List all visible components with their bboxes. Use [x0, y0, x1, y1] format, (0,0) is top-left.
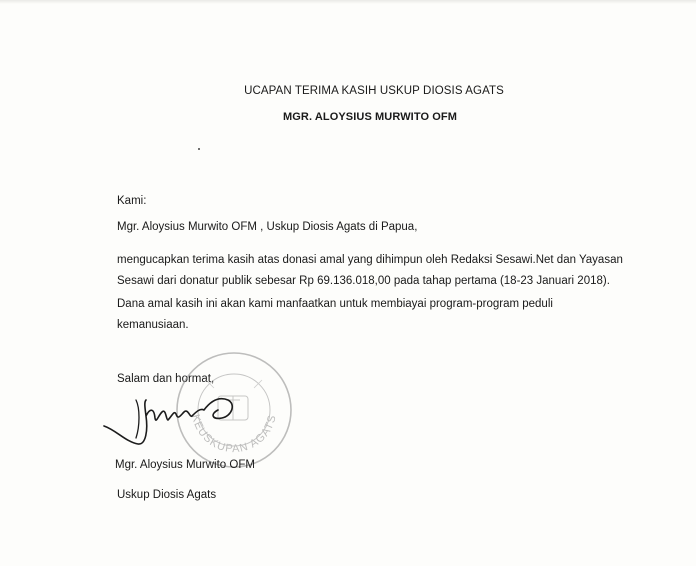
- scan-speck: [198, 148, 200, 150]
- usage-paragraph: [117, 294, 637, 336]
- thanks-line-1: mengucapkan terima kasih atas donasi amal yang dihimpun oleh Redaksi Sesawi.Net dan Yayasan: [117, 254, 623, 266]
- letter-title: UCAPAN TERIMA KASIH USKUP DIOSIS AGATS: [244, 85, 504, 97]
- thanks-paragraph: [117, 250, 637, 292]
- usage-line-2: kemanusiaan.: [117, 319, 189, 331]
- sender-line: Mgr. Aloysius Murwito OFM , Uskup Diosis Agats di Papua,: [117, 221, 418, 233]
- letter-subtitle: MGR. ALOYSIUS MURWITO OFM: [282, 111, 457, 123]
- scan-edge: [0, 0, 696, 4]
- thanks-line-2: Sesawi dari donatur publik sebesar Rp 69.136.018,00 pada tahap pertama (18-23 Januari 2018).: [117, 275, 610, 287]
- usage-line-1: Dana amal kasih ini akan kami manfaatkan untuk membiayai program-program peduli: [117, 298, 553, 310]
- signer-role: Uskup Diosis Agats: [117, 489, 217, 501]
- stamp-text: KEUSKUPAN AGATS: [189, 413, 279, 456]
- salutation: Kami:: [117, 195, 147, 207]
- closing-greeting: Salam dan hormat,: [117, 373, 215, 385]
- signer-name: Mgr. Aloysius Murwito OFM: [115, 459, 255, 471]
- handwritten-signature: [100, 386, 260, 456]
